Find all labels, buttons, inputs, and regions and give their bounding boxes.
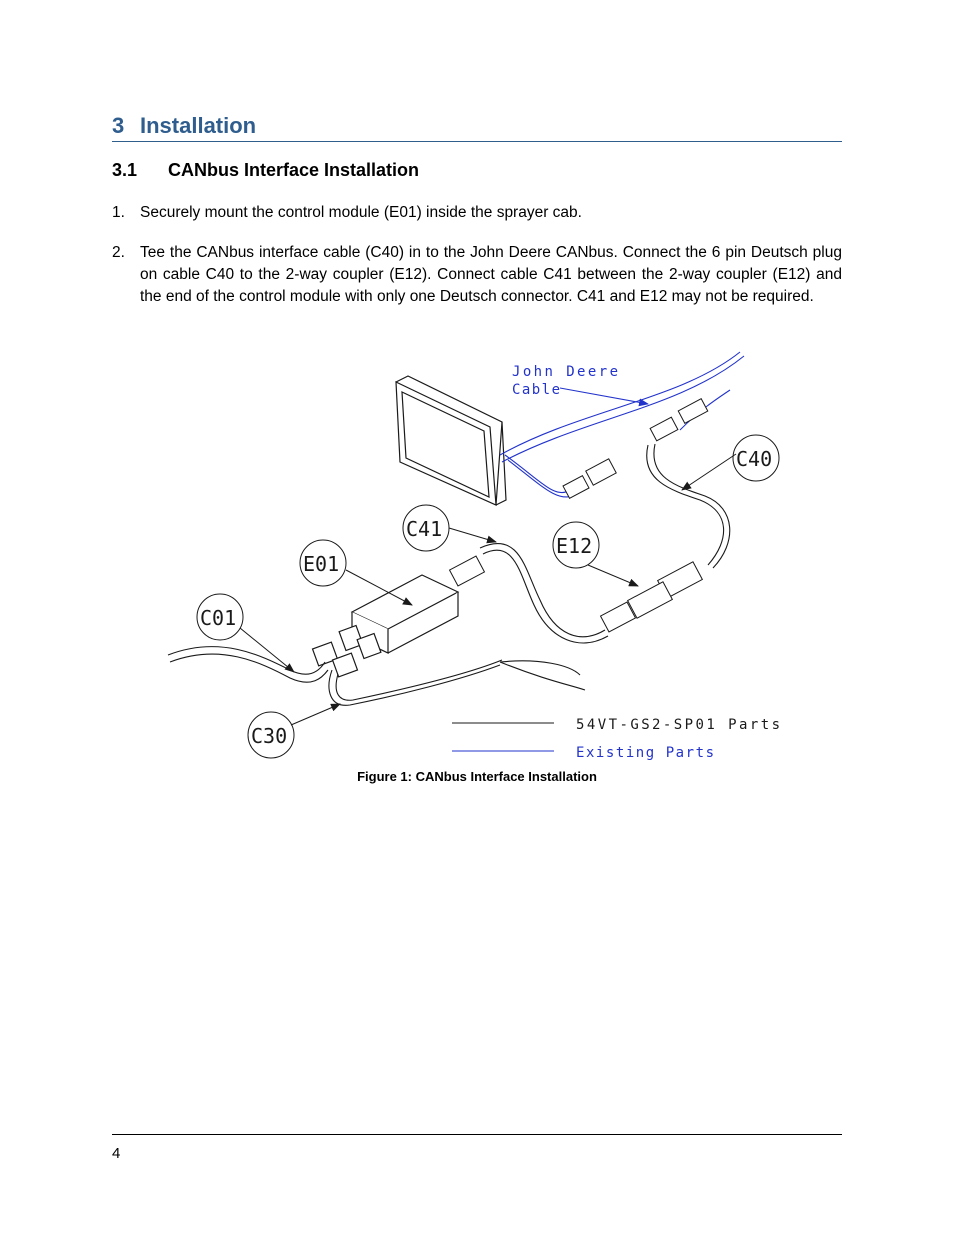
jd-cable-label-line2: Cable <box>512 382 560 398</box>
c41-plug <box>450 556 485 586</box>
callout-e01-label: E01 <box>303 552 340 576</box>
c01-harness <box>168 647 328 683</box>
c40-cable <box>647 444 730 568</box>
callout-c40-label: C40 <box>736 447 773 471</box>
subsection-title: CANbus Interface Installation <box>168 160 420 180</box>
callout-e12 <box>553 522 638 586</box>
legend-existing-label: Existing Parts <box>576 745 714 761</box>
step-text: Tee the CANbus interface cable (C40) in to the John Deere CANbus. Connect the 6 pin Deutsch plug on cable C40 to the 2-way coupler (E12). Connect cable C41 between the 2-way coupler (E12) and the end of the control module with only one Deutsch connector. C41 and E12 may not be required. <box>140 244 842 305</box>
step-number: 2. <box>112 244 125 261</box>
figure-caption: Figure 1: CANbus Interface Installation <box>357 769 597 784</box>
jd-connector-group <box>563 399 708 499</box>
installation-diagram <box>160 340 800 765</box>
callout-e12-label: E12 <box>556 534 593 558</box>
callout-c01-label: C01 <box>200 606 237 630</box>
step-text: Securely mount the control module (E01) inside the sprayer cab. <box>140 204 582 221</box>
callout-c01 <box>197 594 294 672</box>
footer-divider <box>112 1134 842 1135</box>
callout-c41 <box>403 505 496 551</box>
section-title: Installation <box>140 113 257 138</box>
legend-parts-label: 54VT-GS2-SP01 Parts <box>576 717 780 733</box>
section-heading <box>112 112 842 142</box>
e12-coupler <box>601 562 703 632</box>
callout-c30-label: C30 <box>251 724 288 748</box>
subsection-heading <box>112 158 419 182</box>
step-item <box>112 242 842 308</box>
monitor-display <box>396 376 506 505</box>
c41-cable <box>480 544 608 643</box>
c30-harness <box>329 660 585 705</box>
jd-cable-label-line1: John Deere <box>512 364 618 380</box>
step-number: 1. <box>112 204 125 221</box>
callout-c40 <box>682 435 779 490</box>
callout-c30 <box>248 704 340 758</box>
step-item <box>112 202 842 224</box>
figure-legend <box>452 717 780 761</box>
page-number: 4 <box>112 1145 121 1162</box>
callout-c41-label: C41 <box>406 517 443 541</box>
jd-cable-leader <box>560 388 648 404</box>
subsection-number: 3.1 <box>112 160 138 180</box>
section-number: 3 <box>112 113 125 138</box>
